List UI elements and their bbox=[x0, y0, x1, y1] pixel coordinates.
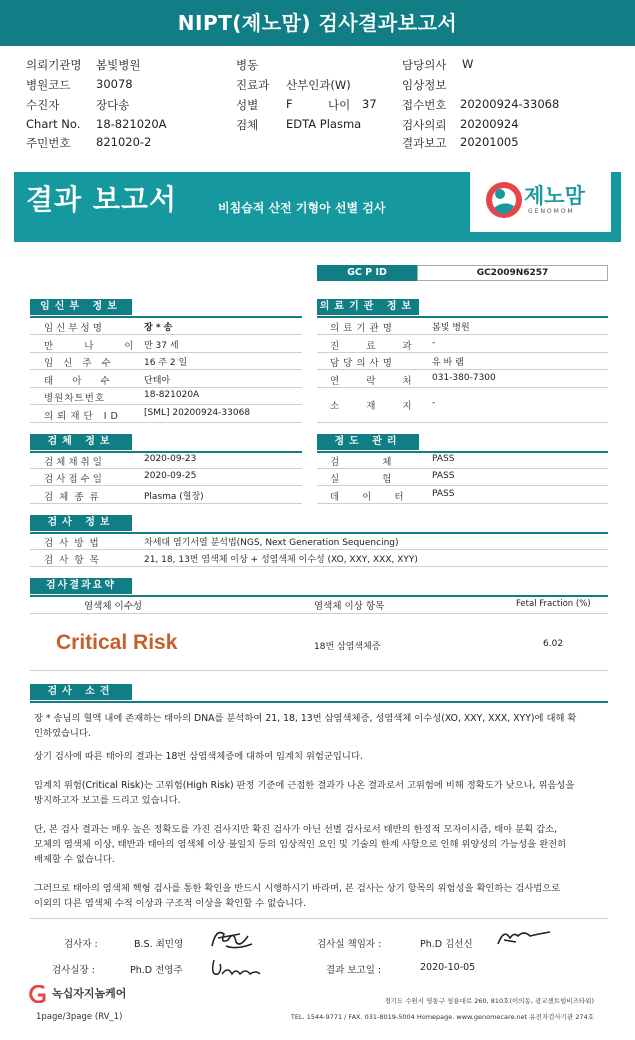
hdr-value: 20201005 bbox=[460, 135, 519, 149]
divider bbox=[317, 468, 608, 469]
divider bbox=[30, 334, 302, 335]
field-label: 임신부성명 bbox=[44, 323, 105, 334]
logo-text: 제노맘 bbox=[524, 184, 585, 208]
hdr-label: 검사의뢰 bbox=[402, 118, 447, 132]
hdr-label: 담당의사 bbox=[402, 58, 447, 72]
company-address: 경기도 수원시 영통구 청룡대로 260, 810호(이의동, 광교센트럴비즈타워) bbox=[384, 997, 594, 1005]
summary-col-fraction: Fetal Fraction (%) bbox=[516, 599, 591, 609]
field-label: 검사접수일 bbox=[44, 474, 105, 485]
field-value: 2020-09-25 bbox=[144, 471, 197, 481]
hdr-value: 산부인과(W) bbox=[286, 78, 351, 92]
field-label: 실 험 bbox=[330, 474, 412, 485]
hdr-label: 진료과 bbox=[236, 78, 270, 92]
gcpid-value: GC2009N6257 bbox=[417, 265, 608, 281]
section-test: 검사 정보 bbox=[30, 515, 132, 531]
field-value: PASS bbox=[432, 489, 455, 499]
hdr-value: EDTA Plasma bbox=[286, 117, 362, 131]
divider bbox=[30, 549, 608, 550]
divider bbox=[30, 613, 608, 614]
field-value: - bbox=[432, 338, 436, 348]
field-value: Plasma (혈장) bbox=[144, 492, 204, 502]
field-value: 18-821020A bbox=[144, 390, 200, 400]
banner-subtitle: 비침습적 산전 기형아 선별 검사 bbox=[218, 201, 386, 215]
divider bbox=[317, 369, 608, 370]
divider bbox=[30, 352, 302, 353]
responsible-label: 검사실 책임자 : bbox=[317, 939, 382, 950]
finding-text: 배제할 수 없습니다. bbox=[34, 854, 115, 865]
finding-text: 인하였습니다. bbox=[34, 728, 91, 739]
divider bbox=[30, 369, 302, 370]
field-value: 단태아 bbox=[144, 376, 171, 386]
divider bbox=[30, 566, 608, 567]
section-institution: 의료기관 정보 bbox=[317, 299, 419, 315]
field-value: PASS bbox=[432, 454, 455, 464]
hdr-label: 접수번호 bbox=[402, 98, 447, 112]
director-label: 검사실장 : bbox=[52, 965, 95, 976]
field-label: 병원차트번호 bbox=[44, 393, 106, 404]
director-name: Ph.D 전영주 bbox=[130, 965, 183, 976]
finding-text: 임계치 위험(Critical Risk)는 고위험(High Risk) 판정 기준에 근접한 결과가 나온 결과로서 고위험에 비해 정확도가 낮으나, 위음성을 bbox=[34, 780, 575, 791]
finding-text: 단, 본 검사 결과는 매우 높은 정확도를 가진 검사지만 확진 검사가 아닌 선별 검사로서 태반의 한정적 모자이시즘, 태아 분획 감소, bbox=[34, 824, 558, 835]
divider bbox=[317, 352, 608, 353]
section-findings: 검사 소견 bbox=[30, 684, 132, 700]
hdr-value: 30078 bbox=[96, 77, 133, 91]
report-date: 2020-10-05 bbox=[420, 962, 476, 973]
field-value: 장 * 송 bbox=[144, 323, 173, 333]
company-logo-icon bbox=[26, 985, 50, 1003]
logo-subtext: GENOMOM bbox=[528, 208, 575, 215]
hdr-value: 821020-2 bbox=[96, 135, 152, 149]
divider bbox=[317, 422, 608, 423]
hdr-label: Chart No. bbox=[26, 117, 81, 131]
section-specimen: 검체 정보 bbox=[30, 434, 132, 450]
hdr-label: 검체 bbox=[236, 118, 259, 132]
hdr-value: 18-821020A bbox=[96, 117, 167, 131]
field-label: 검사방법 bbox=[44, 538, 105, 549]
responsible-name: Ph.D 김선신 bbox=[420, 939, 473, 950]
field-value: 031-380-7300 bbox=[432, 373, 496, 383]
field-label: 검사항목 bbox=[44, 555, 105, 566]
divider bbox=[30, 316, 302, 318]
summary-col-item: 염색체 이상 항목 bbox=[314, 601, 385, 612]
field-value: 봄빛 병원 bbox=[432, 323, 470, 333]
field-label: 진 료 과 bbox=[330, 341, 424, 352]
field-label: 담당의사명 bbox=[330, 358, 396, 369]
hdr-label: 병동 bbox=[236, 58, 259, 72]
field-label: 임신주수 bbox=[44, 358, 121, 369]
field-label: 검체종류 bbox=[44, 492, 105, 503]
finding-text: 상기 검사에 따른 태아의 결과는 18번 삼염색체증에 대하여 임계치 위험군입니다. bbox=[34, 751, 363, 762]
tester-name: B.S. 최민영 bbox=[134, 939, 184, 950]
divider bbox=[317, 485, 608, 486]
report-date-label: 결과 보고일 : bbox=[326, 965, 382, 976]
finding-text: 그러므로 태아의 염색체 핵형 검사를 통한 확인을 반드시 시행하시기 바라며, 본 검사는 상기 항목의 위험성을 확인하는 검사법으로 bbox=[34, 883, 561, 894]
hdr-value: 20200924 bbox=[460, 117, 519, 131]
field-label: 의뢰재단 ID bbox=[44, 411, 122, 422]
divider bbox=[30, 701, 608, 703]
page-number: 1page/3page (RV_1) bbox=[36, 1012, 123, 1022]
summary-item: 18번 삼염색체증 bbox=[314, 642, 381, 652]
hdr-label: 임상정보 bbox=[402, 78, 447, 92]
divider bbox=[317, 387, 608, 388]
responsible-signature bbox=[494, 924, 554, 950]
field-label: 검체채취일 bbox=[44, 457, 105, 468]
field-value: 차세대 염기서열 분석법(NGS, Next Generation Sequencing) bbox=[144, 538, 399, 548]
divider bbox=[30, 485, 302, 486]
divider bbox=[30, 451, 302, 453]
hdr-value: 장다송 bbox=[96, 98, 130, 112]
hdr-value: 20200924-33068 bbox=[460, 97, 560, 111]
divider bbox=[30, 532, 608, 534]
director-signature bbox=[208, 952, 264, 980]
report-title: NIPT(제노맘) 검사결과보고서 bbox=[0, 0, 635, 46]
hdr-label: 성별 bbox=[236, 98, 259, 112]
divider bbox=[30, 387, 302, 388]
divider bbox=[317, 503, 608, 504]
finding-text: 모체의 염색체 이상, 태반과 태아의 염색체 이상 불일치 등의 임상적인 요인 및 기술의 한계 사항으로 인해 위양성의 가능성을 완전히 bbox=[34, 839, 567, 850]
section-pregnant: 임신부 정보 bbox=[30, 299, 132, 315]
hdr-label: 수진자 bbox=[26, 98, 60, 112]
section-qc: 정도 관리 bbox=[317, 434, 419, 450]
hdr-label: 의뢰기관명 bbox=[26, 58, 82, 72]
field-value: 2020-09-23 bbox=[144, 454, 197, 464]
field-value: 21, 18, 13번 염색체 이상 + 성염색체 이수성 (XO, XXY, XXX, XYY) bbox=[144, 555, 418, 565]
field-label: 소 재 지 bbox=[330, 401, 424, 412]
field-value: 유 바 램 bbox=[432, 358, 464, 368]
divider bbox=[30, 595, 608, 597]
field-label: 만 나 이 bbox=[44, 341, 148, 352]
section-summary: 검사결과요약 bbox=[30, 578, 132, 594]
field-value: 16 주 2 일 bbox=[144, 358, 188, 368]
tester-label: 검사자 : bbox=[64, 939, 98, 950]
summary-col-aneuploidy: 염색체 이수성 bbox=[84, 601, 143, 612]
field-label: 검 체 bbox=[330, 457, 412, 468]
tester-signature bbox=[206, 924, 256, 954]
hdr-value: F bbox=[286, 97, 293, 111]
divider bbox=[317, 334, 608, 335]
field-value: 만 37 세 bbox=[144, 341, 179, 351]
company-contact: TEL. 1544-9771 / FAX. 031-8019-5004 Homepage. www.genomecare.net 유전자검사기관 274호 bbox=[290, 1013, 594, 1021]
summary-fraction: 6.02 bbox=[543, 639, 564, 649]
field-value: - bbox=[432, 398, 436, 408]
hdr-value: W bbox=[462, 57, 474, 71]
company-name: 녹십자지놈케어 bbox=[52, 987, 127, 1000]
finding-text: 장 * 송님의 혈액 내에 존재하는 태아의 DNA를 분석하여 21, 18, 13번 삼염색체증, 성염색체 이수성(XO, XXY, XXX, XYY)에 대해 확 bbox=[34, 713, 577, 724]
divider bbox=[30, 404, 302, 405]
divider bbox=[30, 670, 608, 671]
field-label: 연 락 처 bbox=[330, 376, 424, 387]
divider bbox=[30, 918, 608, 919]
field-label: 의료기관명 bbox=[330, 323, 396, 334]
hdr-label: 주민번호 bbox=[26, 136, 71, 150]
risk-result: Critical Risk bbox=[56, 631, 178, 654]
divider bbox=[30, 468, 302, 469]
divider bbox=[30, 503, 302, 504]
hdr-label: 결과보고 bbox=[402, 136, 447, 150]
hdr-label: 병원코드 bbox=[26, 78, 71, 92]
field-value: PASS bbox=[432, 471, 455, 481]
divider bbox=[317, 451, 608, 453]
gcpid-label: GC P ID bbox=[317, 265, 417, 281]
hdr-value: 37 bbox=[362, 97, 377, 111]
banner-title: 결과 보고서 bbox=[26, 183, 177, 216]
finding-text: 이외의 다른 염색체 수적 이상과 구조적 이상을 확인할 수 없습니다. bbox=[34, 898, 307, 909]
hdr-label: 나이 bbox=[328, 98, 351, 112]
finding-text: 방지하고자 보고를 드리고 있습니다. bbox=[34, 795, 181, 806]
divider bbox=[317, 316, 608, 318]
field-value: [SML] 20200924-33068 bbox=[144, 408, 251, 418]
field-label: 데 이 터 bbox=[330, 492, 414, 503]
divider bbox=[30, 422, 302, 423]
hdr-value: 봄빛병원 bbox=[96, 58, 141, 72]
field-label: 태 아 수 bbox=[44, 376, 118, 387]
